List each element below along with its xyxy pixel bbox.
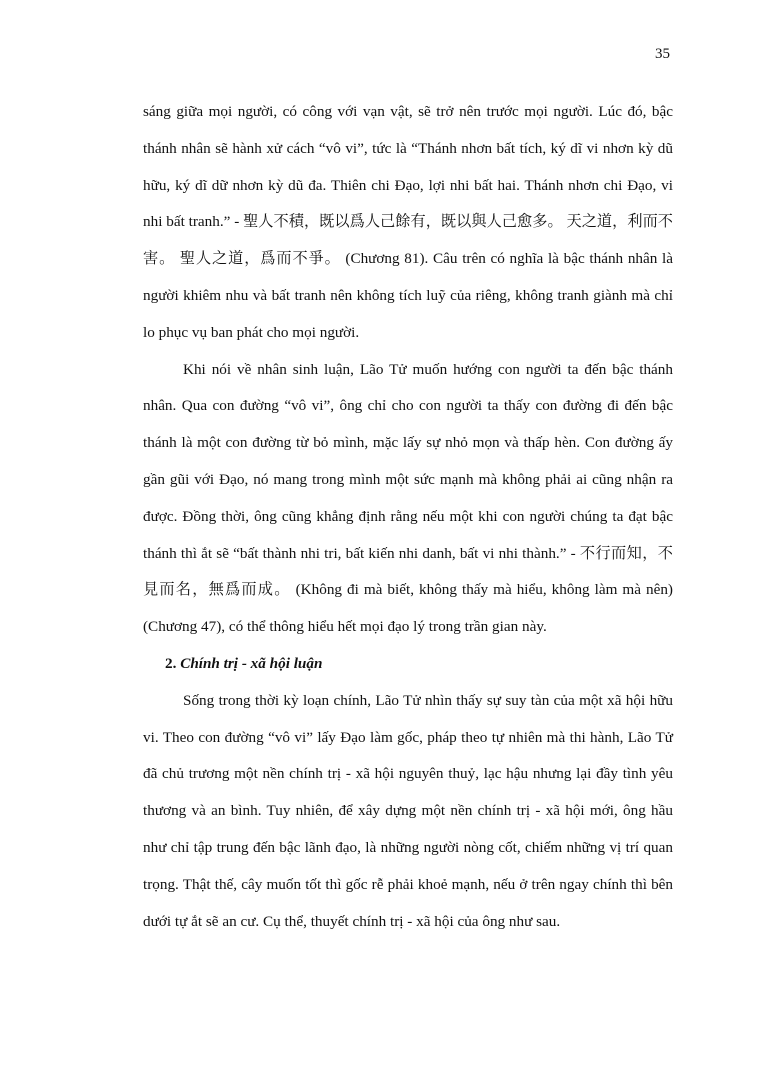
- page-content: [143, 94, 673, 940]
- paragraph: Khi nói về nhân sinh luận, Lão Tử muốn hướng con người ta đến bậc thánh nhân. Qua con đường “vô vi”, ông chỉ cho con người ta thấy con đường đi đến bậc thánh là một con đường từ bỏ mình, mặc lấy sự nhỏ mọn và thấp hèn. Con đường ấy gần gũi với Đạo, nó mang trong mình một sức mạnh mà không phải ai cũng nhận ra được. Đồng thời, ông cũng khẳng định rằng nếu một khi con người chúng ta đạt bậc thánh thì ắt sẽ “bất thành nhi tri, bất kiến nhi danh, bất vi nhi thành.” - 不行而知，不見而名，無爲而成。 (Không đi mà biết, không thấy mà hiểu, không làm mà nên) (Chương 47), có thể thông hiểu hết mọi đạo lý trong trần gian này.: [143, 360, 673, 636]
- section-heading: [143, 646, 673, 683]
- section-number: 2.: [165, 654, 177, 672]
- paragraph: sáng giữa mọi người, có công với vạn vật, sẽ trở nên trước mọi người. Lúc đó, bậc thánh nhân sẽ hành xử cách “vô vi”, tức là “Thánh nhơn bất tích, ký dĩ vi nhơn kỳ dũ hữu, ký dĩ dữ nhơn kỳ dũ đa. Thiên chi Đạo, lợi nhi bất hai. Thánh nhơn chi Đạo, vi nhi bất tranh.” - 聖人不積，既以爲人己餘有，既以與人己愈多。 天之道，利而不害。 聖人之道，爲而不爭。 (Chương 81). Câu trên có nghĩa là bậc thánh nhân là người khiêm nhu và bất tranh nên không tích luỹ của riêng, không tranh giành mà chỉ lo phục vụ ban phát cho mọi người.: [143, 103, 673, 341]
- page-number: 35: [655, 46, 670, 62]
- section-title: Chính trị - xã hội luận: [180, 654, 323, 672]
- paragraph: Sống trong thời kỳ loạn chính, Lão Tử nhìn thấy sự suy tàn của một xã hội hữu vi. Theo con đường “vô vi” lấy Đạo làm gốc, pháp theo tự nhiên mà thi hành, Lão Tử đã chủ trương một nền chính trị - xã hội nguyên thuỷ, lạc hậu nhưng lại đầy tình yêu thương và an bình. Tuy nhiên, để xây dựng một nền chính trị - xã hội mới, ông hầu như chỉ tập trung đến bậc lãnh đạo, là những người nòng cốt, chiếm những vị trí quan trọng. Thật thế, cây muốn tốt thì gốc rễ phải khoẻ mạnh, nếu ở trên ngay chính thì bên dưới tự ắt sẽ an cư. Cụ thể, thuyết chính trị - xã hội của ông như sau.: [143, 691, 673, 930]
